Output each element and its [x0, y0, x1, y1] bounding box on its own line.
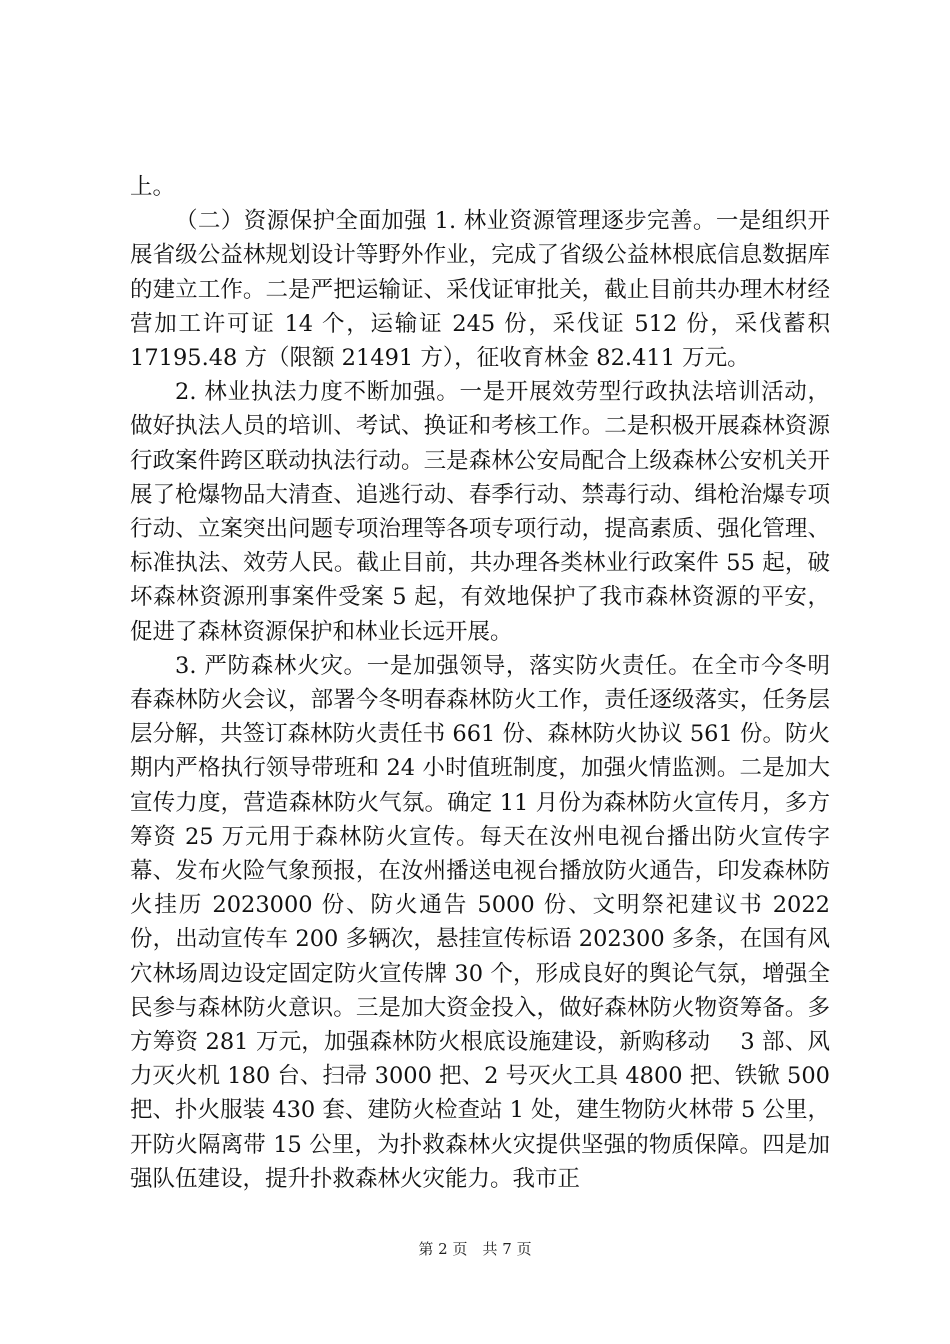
page-footer: 第 2 页 共 7 页	[418, 1240, 532, 1258]
paragraph-resource-protection: （二）资源保护全面加强 1. 林业资源管理逐步完善。一是组织开展省级公益林规划设计等野外作业，完成了省级公益林根底信息数据库的建立工作。二是严把运输证、采伐证审批关，截止目前共办理木材经营加工许可证 14 个，运输证 245 份，采伐证 512 份，采伐蓄积 17195.48 方（限额 21491 方），征收育林金 82.411 万元。	[130, 208, 830, 372]
paragraph-law-enforcement: 2. 林业执法力度不断加强。一是开展效劳型行政执法培训活动，做好执法人员的培训、考试、换证和考核工作。二是积极开展森林资源行政案件跨区联动执法行动。三是森林公安局配合上级森林公安机关开展了枪爆物品大清查、追逃行动、春季行动、禁毒行动、缉枪治爆专项行动、立案突出问题专项治理等各项专项行动，提高素质、强化管理、标准执法、效劳人民。截止目前，共办理各类林业行政案件 55 起，破坏森林资源刑事案件受案 5 起，有效地保护了我市森林资源的平安，促进了森林资源保护和林业长远开展。	[130, 379, 830, 645]
paragraph-continuation: 上。	[130, 174, 176, 200]
document-body	[130, 170, 830, 1196]
paragraph-fire-prevention: 3. 严防森林火灾。一是加强领导，落实防火责任。在全市今冬明春森林防火会议，部署今冬明春森林防火工作，责任逐级落实，任务层层分解，共签订森林防火责任书 661 份、森林防火协议 561 份。防火期内严格执行领导带班和 24 小时值班制度，加强火情监测。二是加大宣传力度，营造森林防火气氛。确定 11 月份为森林防火宣传月，多方筹资 25 万元用于森林防火宣传。每天在汝州电视台播出防火宣传字幕、发布火险气象预报，在汝州播送电视台播放防火通告，印发森林防火挂历 2023000 份、防火通告 5000 份、文明祭祀建议书 2022 份，出动宣传车 200 多辆次，悬挂宣传标语 202300 多条，在国有风穴林场周边设定固定防火宣传牌 30 个，形成良好的舆论气氛，增强全民参与森林防火意识。三是加大资金投入，做好森林防火物资筹备。多方筹资 281 万元，加强森林防火根底设施建设，新购移动 3 部、风力灭火机 180 台、扫帚 3000 把、2 号灭火工具 4800 把、铁锨 500 把、扑火服装 430 套、建防火检查站 1 处，建生物防火林带 5 公里，开防火隔离带 15 公里，为扑救森林火灾提供坚强的物质保障。四是加强队伍建设，提升扑救森林火灾能力。我市正	[130, 652, 830, 1192]
